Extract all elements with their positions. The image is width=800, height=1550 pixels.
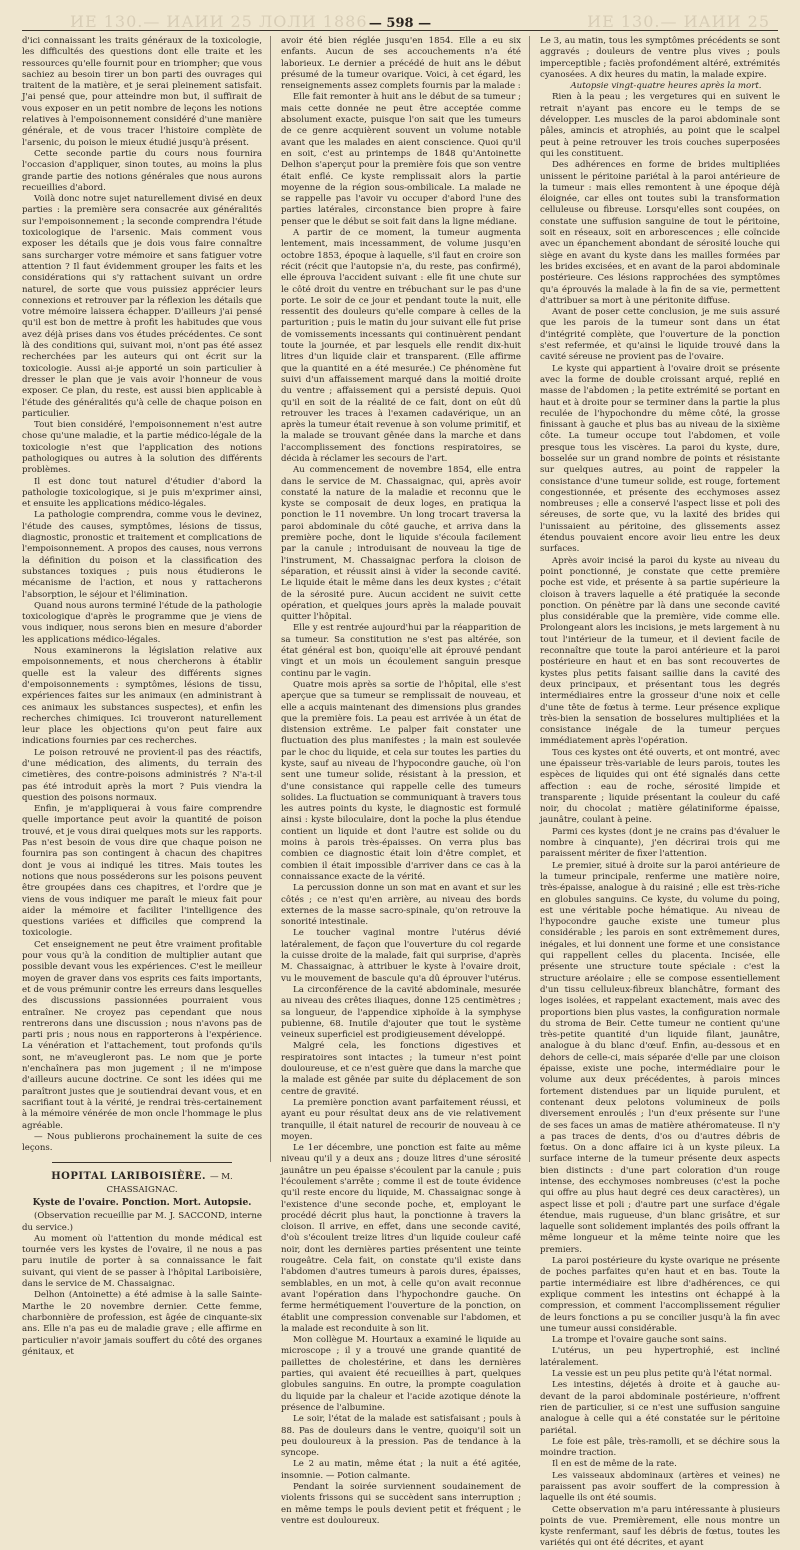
paragraph: La pathologie comprendra, comme vous le devinez, l'étude des causes, symptômes, lésions de tissus, diagnostic, pronostic et traitement et complications de l'empoisonnement. A propos des causes, nous verrons la définition du poison et la classification des substances toxiques ; puis nous étudierons le mécanisme de l'action, et nous y rattacherons l'absorption, le séjour et l'élimination.	[22, 510, 262, 600]
paragraph: Tout bien considéré, l'empoisonnement n'est autre chose qu'une maladie, et la partie médico-légale de la toxicologie n'est que l'application des notions pathologiques ou autres à la solution des différents problèmes.	[22, 420, 262, 476]
paragraph: Malgré cela, les fonctions digestives et respiratoires sont intactes ; la tumeur n'est point douloureuse, et ce n'est guère que dans la marche que la malade est gênée par suite du déplacement de son centre de gravité.	[281, 1041, 521, 1097]
paragraph: A partir de ce moment, la tumeur augmenta lentement, mais incessamment, de volume jusqu'en octobre 1853, époque à laquelle, s'il faut en croire son récit (récit que l'autopsie n'a, du reste, pas confirmé), elle éprouva l'accident suivant : elle fit une chute sur le côté droit du ventre en trébuchant sur le pas d'une porte. Le soir de ce jour et pendant toute la nuit, elle ressentit des douleurs qu'elle compare à celles de la parturition ; puis le matin du jour suivant elle fut prise de vomissements incessants qui continuèrent pendant toute la journée, et par lesquels elle rendit dix-huit litres d'un liquide clair et transparent. (Elle affirme que la quantité en a été mesurée.) Ce phénomène fut suivi d'un affaissement marqué dans la moitié droite du ventre ; affaissement qui a persisté depuis. Quoi qu'il en soit de la réalité de ce fait, dont on eût dû retrouver les traces à l'examen cadavérique, un an après la tumeur était revenue à son volume primitif, et la malade se trouvant gênée dans la marche et dans l'accomplissement des fonctions respiratoires, se décida à réclamer les secours de l'art.	[281, 228, 521, 464]
bleed-through-text-left: ИЕ 130.— ИАИИ 25 ЛОЛИ 1886	[70, 12, 368, 31]
paragraph: Enfin, je m'appliquerai à vous faire comprendre quelle importance peut avoir la quantité de poison trouvé, et je vous dirai quelques mots sur les rapports. Pas n'est besoin de vous dire que chaque poison ne fournira pas son contingent à chacun des chapitres dont je vous ai indiqué les titres. Mais toutes les notions que nous posséderons sur les poisons peuvent être groupées dans ces chapitres, et l'ordre que je viens de vous indiquer me paraît le mieux fait pour aider la mémoire et faciliter l'intelligence des questions variées et difficiles que comprend la toxicologie.	[22, 804, 262, 939]
paragraph: Voilà donc notre sujet naturellement divisé en deux parties : la première sera consacrée aux généralités sur l'empoisonnement ; la seconde comprendra l'étude toxicologique de l'arsenic. Mais comment vous exposer les détails que je dois vous faire connaître sans surcharger votre mémoire et sans fatiguer votre attention ? Il faut évidemment grouper les faits et les considérations qui s'y rattachent suivant un ordre naturel, de sorte que vous puissiez apprécier leurs connexions et retrouver par la réflexion les détails que votre mémoire laissera échapper. D'ailleurs j'ai pensé qu'il est bon de mettre à profit les habitudes que vous avez déjà prises dans vos études précédentes. Ce sont là des conditions qui, suivant moi, n'ont pas été assez recherchées par les auteurs qui ont écrit sur la toxicologie. Aussi ai-je apporté un soin particulier à dresser le plan que je vais avoir l'honneur de vous exposer. Ce plan, du reste, est aussi bien applicable à l'étude des généralités qu'à celle de chaque poison en particulier.	[22, 194, 262, 419]
section-author: — M. CHASSAIGNAC.	[106, 1172, 233, 1195]
paragraph: Les intestins, déjetés à droite et à gauche au-devant de la paroi abdominale postérieure, n'offrent rien de particulier, si ce n'est une suffusion sanguine analogue à celle qui a été constatée sur le péritoine pariétal.	[540, 1380, 780, 1436]
page-number: — 598 —	[0, 16, 800, 31]
paragraph: Mon collègue M. Hourtaux a examiné le liquide au microscope ; il y a trouvé une grande quantité de paillettes de cholestérine, et dans les dernières parties, qui avaient été recueillies à part, quelques globules sanguins. En outre, la prompte coagulation du liquide par la chaleur et l'acide azotique dénote la présence de l'albumine.	[281, 1335, 521, 1413]
observation-note: (Observation recueillie par M. J. SACCOND, interne du service.)	[22, 1211, 262, 1233]
paragraph: Le 1er décembre, une ponction est faite au même niveau qu'il y a deux ans ; douze litres d'une sérosité jaunâtre un peu épaisse s'écoulent par la canule ; puis l'écoulement s'arrête ; comme il est de toute évidence qu'il reste encore du liquide, M. Chassaignac songe à l'existence d'une seconde poche, et, employant le procédé décrit plus haut, la ponctionne à travers la cloison. Il arrive, en effet, dans une seconde cavité, d'où s'écoulent treize litres d'un liquide couleur café noir, dont les dernières parties présentent une teinte rougeâtre. Cela fait, on constate qu'il existe dans l'abdomen d'autres tumeurs à parois dures, épaisses, semblables, en un mot, à celle qu'on avait reconnue avant l'opération dans l'hypochondre gauche. On ferme hermétiquement l'ouverture de la ponction, on établit une compression convenable sur l'abdomen, et la malade est reconduite à son lit.	[281, 1143, 521, 1334]
autopsy-heading: Autopsie vingt-quatre heures après la mort.	[570, 81, 762, 92]
column-3	[540, 36, 780, 1549]
paragraph: Nous examinerons la législation relative aux empoisonnements, et nous chercherons à établir quelle est la valeur des différents signes d'empoisonnements : symptômes, lésions de tissu, expériences faites sur les animaux (en administrant à ces animaux les substances suspectes), et enfin les recherches chimiques. Ici trouveront naturellement leur place les objections qu'on peut faire aux indications fournies par ces recherches.	[22, 646, 262, 747]
column-1	[22, 36, 271, 1357]
page-header	[0, 10, 800, 32]
paragraph: La circonférence de la cavité abdominale, mesurée au niveau des crêtes iliaques, donne 125 centimètres ; sa longueur, de l'appendice xiphoïde à la symphyse pubienne, 68. Inutile d'ajouter que tout le système veineux superficiel est prodigieusement développé.	[281, 984, 521, 1041]
paragraph: Le kyste qui appartient à l'ovaire droit se présente avec la forme de double croissant arqué, replié en masse de l'abdomen ; la petite extrémité se portant en haut et à droite pour se terminer dans la partie la plus reculée de l'hypochondre du même côté, la grosse finissant à gauche et plus bas au niveau de la sixième côte. La tumeur occupe tout l'abdomen, et voile presque tous les viscères. La paroi du kyste, dure, bosselée sur un grand nombre de points et résistante sur quelques autres, au point de rappeler la consistance d'une tumeur solide, est rouge, fortement congestionnée, et présente des ecchymoses assez nombreuses ; elle a conservé l'aspect lisse et poli des séreuses, de sorte que, vu la laxité des brides qui l'unissaient au péritoine, des glissements assez étendus pouvaient encore avoir lieu entre les deux surfaces.	[540, 363, 780, 555]
paragraph: Le foie est pâle, très-ramolli, et se déchire sous la moindre traction.	[540, 1436, 780, 1459]
paragraph: La trompe et l'ovaire gauche sont sains.	[552, 1335, 727, 1346]
paragraph: Il en est de même de la rate.	[552, 1459, 677, 1470]
paragraph: — Nous publierons prochainement la suite de ces leçons.	[22, 1131, 262, 1154]
paragraph: Cette observation m'a paru intéressante à plusieurs points de vue. Premièrement, elle nous montre un kyste renfermant, sauf les débris de fœtus, toutes les variétés qui ont été décrites, et ayant	[540, 1504, 780, 1549]
paragraph: Elle fait remonter à huit ans le début de sa tumeur ; mais cette donnée ne peut être acceptée comme absolument exacte, puisque l'on sait que les tumeurs de ce genre acquièrent souvent un volume notable avant que les malades en aient conscience. Quoi qu'il en soit, c'est au printemps de 1848 qu'Antoinette Delhon s'aperçut pour la première fois que son ventre était enflé. Ce kyste remplissait alors la partie moyenne de la région sous-ombilicale. La malade ne se rappelle pas l'avoir vu occuper d'abord l'une des parties latérales, circonstance bien propre à faire penser que le début se soit fait dans la ligne médiane.	[281, 92, 521, 227]
paragraph: Le premier, situé à droite sur la paroi antérieure de la tumeur principale, renferme une matière noire, très-épaisse, analogue à du raisiné ; elle est très-riche en globules sanguins. Ce kyste, du volume du poing, est une véritable poche hématique. Au niveau de l'hypocondre gauche existe une tumeur plus considérable ; les parois en sont extrêmement dures, inégales, et lui donnent une forme et une consistance qui rappellent celles du placenta. Incisée, elle présente une structure toute spéciale : c'est la structure aréolaire ; elle se compose essentiellement d'un tissu celluleux-fibreux blanchâtre, formant des loges isolées, et rappelant exactement, mais avec des proportions bien plus vastes, la configuration normale du stroma de Beir. Cette tumeur ne contient qu'une très-petite quantité d'un liquide filant, jaunâtre, analogue à du blanc d'œuf. Enfin, au-dessous et en dehors de celle-ci, mais séparée d'elle par une cloison épaisse, existe une poche, intermédiaire pour le volume aux deux précédentes, à parois minces fortement distendues par un liquide purulent, et contenant deux pelotons volumineux de poils diversement enroulés ; l'un d'eux présente sur l'une de ses faces un amas de matière athéromateuse. Il n'y a pas traces de dents, d'os ou d'autres débris de fœtus. On a donc affaire ici à un kyste pileux. La surface interne de la tumeur présente deux aspects bien distincts : d'une part coloration d'un rouge intense, des ecchymoses nombreuses (c'est la poche qui offre au plus haut degré ces deux caractères), un aspect lisse et poli ; d'autre part une surface d'égale étendue, mais rugueuse, d'un blanc grisâtre, et sur laquelle sont solidement implantés des poils offrant la même longueur et la même teinte noire que les premiers.	[540, 860, 780, 1255]
paragraph: d'ici connaissant les traits généraux de la toxicologie, les difficultés des questions dont elle traite et les ressources qu'elle fournit pour en triompher; que vous sachiez au besoin tirer un bon parti des ouvrages qui traitent de la matière, et je serai pleinement satisfait. J'ai pensé que, pour atteindre mon but, il suffirait de vous exposer en un petit nombre de leçons les notions relatives à l'empoisonnement considéré d'une manière générale, et de vous tracer l'histoire complète de l'arsenic, du poison le mieux étudié jusqu'à présent.	[22, 36, 262, 148]
paragraph: Les vaisseaux abdominaux (artères et veines) ne paraissent pas avoir souffert de la compression à laquelle ils ont été soumis.	[540, 1470, 780, 1504]
paragraph: Après avoir incisé la paroi du kyste au niveau du point ponctionné, je constate que cette première poche est vide, et présente à sa partie supérieure la cloison à travers laquelle a été pratiquée la seconde ponction. On pénètre par là dans une seconde cavité plus considérable que la première, vide comme elle. Prolongeant alors les incisions, je mets largement à nu tout l'intérieur de la tumeur, et il devient facile de reconnaître que toute la paroi antérieure et la paroi postérieure en haut et en bas sont recouvertes de kystes plus petits faisant saillie dans la cavité des deux principaux, et présentant tous les degrés intermédiaires entre la grosseur d'une noix et celle d'une tête de fœtus à terme. Leur présence explique très-bien la sensation de bosselures multipliées et la consistance inégale de la tumeur perçues immédiatement après l'opération.	[540, 555, 780, 747]
paragraph: Au commencement de novembre 1854, elle entra dans le service de M. Chassaignac, qui, après avoir constaté la nature de la maladie et reconnu que le kyste se composait de deux loges, en pratiqua la ponction le 11 novembre. Un long trocart traversa la paroi abdominale du côté gauche, et arriva dans la première poche, dont le liquide s'écoula facilement par la canule ; introduisant de nouveau la tige de l'instrument, M. Chassaignac perfora la cloison de séparation, et réussit ainsi à vider la seconde cavité. Le liquide était le même dans les deux kystes ; c'était de la sérosité pure. Aucun accident ne suivit cette opération, et quelques jours après la malade pouvait quitter l'hôpital.	[281, 465, 521, 623]
header-rule	[22, 30, 778, 31]
paragraph: Il est donc tout naturel d'étudier d'abord la pathologie toxicologique, si je puis m'exprimer ainsi, et ensuite les applications médico-légales.	[22, 476, 262, 510]
paragraph: Cette seconde partie du cours nous fournira l'occasion d'appliquer, sinon toutes, au moins la plus grande partie des notions générales que nous aurons recueillies d'abord.	[22, 148, 262, 193]
section-subtitle: Kyste de l'ovaire. Ponction. Mort. Autopsie.	[32, 1197, 252, 1208]
paragraph: Au moment où l'attention du monde médical est tournée vers les kystes de l'ovaire, il ne nous a pas paru inutile de porter à sa connaissance le fait suivant, qui vient de se passer à l'hôpital Lariboisière, dans le service de M. Chassaignac.	[22, 1233, 262, 1290]
paragraph: Le poison retrouvé ne provient-il pas des réactifs, d'une médication, des aliments, du terrain des cimetières, des contre-poisons administrés ? N'a-t-il pas été introduit après la mort ? Puis viendra la question des poisons normaux.	[22, 747, 262, 803]
paragraph: La première ponction avant parfaitement réussi, et ayant eu pour résultat deux ans de vie relativement tranquille, il était naturel de recourir de nouveau à ce moyen.	[281, 1097, 521, 1142]
paragraph: Rien à la peau ; les vergetures qui en suivent le retrait n'ayant pas encore eu le temps de se développer. Les muscles de la paroi abdominale sont pâles, amincis et atrophiés, au point que le scalpel peut à peine retrouver les trois couches superposées qui les constituent.	[540, 92, 780, 159]
paragraph: Quatre mois après sa sortie de l'hôpital, elle s'est aperçue que sa tumeur se remplissait de nouveau, et elle a acquis maintenant des dimensions plus grandes que la première fois. La peau est arrivée à un état de distension extrême. Le palper fait constater une fluctuation des plus manifestes ; la main est soulevée par le choc du liquide, et cela sur toutes les parties du kyste, sauf au niveau de l'hypocondre gauche, où l'on sent une tumeur solide, résistant à la pression, et d'une consistance qui rappelle celle des tumeurs solides. La fluctuation se communiquant à travers tous les autres points du kyste, le diagnostic est formulé ainsi : kyste biloculaire, dont la poche la plus étendue contient un liquide et dont l'autre est solide ou du moins à parois très-épaisses. On verra plus bas combien ce diagnostic était loin d'être complet, et combien il était impossible d'arriver dans ce cas à la connaissance exacte de la vérité.	[281, 679, 521, 882]
bleed-through-text-right: ИЕ 130.— ИАИИ 25	[587, 12, 770, 31]
paragraph: La percussion donne un son mat en avant et sur les côtés ; ce n'est qu'en arrière, au niveau des bords externes de la masse sacro-spinale, qu'on retrouve la sonorité intestinale.	[281, 883, 521, 928]
column-2	[281, 36, 530, 1526]
paragraph: Le 2 au matin, même état ; la nuit a été agitée, insomnie. — Potion calmante.	[281, 1459, 521, 1481]
paragraph: Le toucher vaginal montre l'utérus dévié latéralement, de façon que l'ouverture du col regarde la cuisse droite de la malade, fait qui surprise, d'après M. Chassaignac, à attribuer le kyste à l'ovaire droit, vu le mouvement de bascule qu'a dû éprouver l'utérus.	[281, 928, 521, 984]
paragraph: La vessie est un peu plus petite qu'à l'état normal.	[552, 1369, 772, 1380]
paragraph: Tous ces kystes ont été ouverts, et ont montré, avec une épaisseur très-variable de leurs parois, toutes les espèces de liquides qui ont été signalés dans cette affection : eau de roche, sérosité limpide et transparente ; liquide présentant la couleur du café noir, du chocolat ; matière gélatiniforme épaisse, jaunâtre, coulant à peine.	[540, 747, 780, 826]
paragraph: Le 3, au matin, tous les symptômes précédents se sont aggravés ; douleurs de ventre plus vives ; pouls imperceptible ; faciès profondément altéré, extrémités cyanosées. A dix heures du matin, la malade expire.	[540, 36, 780, 80]
paragraph: Avant de poser cette conclusion, je me suis assuré que les parois de la tumeur sont dans un état d'intégrité complète, que l'ouverture de la ponction s'est refermée, et qu'ainsi le liquide trouvé dans la cavité séreuse ne provient pas de l'ovaire.	[540, 307, 780, 363]
paragraph: Delhon (Antoinette) a été admise à la salle Sainte-Marthe le 20 novembre dernier. Cette femme, charbonnière de profession, est âgée de cinquante-six ans. Elle n'a pas eu de maladie grave ; elle affirme en particulier n'avoir jamais souffert du côté des organes génitaux, et	[22, 1290, 262, 1357]
section-divider	[52, 1162, 232, 1163]
paragraph: Quand nous aurons terminé l'étude de la pathologie toxicologique d'après le programme que je viens de vous indiquer, nous serons bien en mesure d'aborder les applications médico-légales.	[22, 600, 262, 645]
paragraph: L'utérus, un peu hypertrophié, est incliné latéralement.	[540, 1346, 780, 1368]
text-columns	[22, 36, 780, 1549]
paragraph: Cet enseignement ne peut être vraiment profitable pour vous qu'à la condition de multiplier autant que possible devant vous les expériences. C'est le meilleur moyen de graver dans vos esprits ces faits importants, et de vous prémunir contre les erreurs dans lesquelles des discussions passionnées pourraient vous entraîner. Ne croyez pas cependant que nous rentrerons dans une discussion ; nous n'avons pas de parti pris ; nous nous en rapporterons à l'expérience. La vénération et l'attachement, tout profonds qu'ils sont, ne m'aveugleront pas. Le nom que je porte n'enchaînera pas mon jugement ; il ne m'impose d'ailleurs aucune doctrine. Ce sont les idées qui me paraîtront justes que je soutiendrai devant vous, et en sacrifiant tout à la vérité, je rendrai très-certainement à la mémoire vénérée de mon oncle l'hommage le plus agréable.	[22, 939, 262, 1131]
section-title	[22, 1171, 262, 1196]
paragraph: Parmi ces kystes (dont je ne crains pas d'évaluer le nombre à cinquante), j'en décrirai trois qui me paraissent mériter de fixer l'attention.	[540, 826, 780, 860]
paragraph: Des adhérences en forme de brides multipliées unissent le péritoine pariétal à la paroi antérieure de la tumeur : mais elles remontent à une époque déjà éloignée, car elles ont toutes subi la transformation celluleuse ou fibreuse. Lorsqu'elles sont coupées, on constate une suffusion sanguine de tout le péritoine, soit en réseaux, soit en arborescences ; elle coïncide avec un épanchement abondant de sérosité louche qui siège en avant du kyste dans les mailles formées par les brides excisées, et en avant de la paroi abdominale postérieure. Ces lésions rapprochées des symptômes qu'a éprouvés la malade à la fin de sa vie, permettent d'attribuer sa mort à une péritonite diffuse.	[540, 160, 780, 306]
paragraph: Le soir, l'état de la malade est satisfaisant ; pouls à 88. Pas de douleurs dans le ventre, quoiqu'il soit un peu douloureux à la pression. Pas de tendance à la syncope.	[281, 1414, 521, 1459]
hospital-name: HOPITAL LARIBOISIÈRE.	[51, 1171, 210, 1183]
paragraph: La paroi postérieure du kyste ovarique ne présente de poches parfaites qu'en haut et en bas. Toute la partie intermédiaire est libre d'adhérences, ce qui explique comment les intestins ont échappé à la compression, et comment l'accomplissement régulier de leurs fonctions a pu se concilier jusqu'à la fin avec une tumeur aussi considérable.	[540, 1256, 780, 1334]
paragraph: Elle y est rentrée aujourd'hui par la réapparition de sa tumeur. Sa constitution ne s'est pas altérée, son état général est bon, quoiqu'elle ait éprouvé pendant vingt et un mois un écoulement sanguin presque continu par le vagin.	[281, 623, 521, 679]
paragraph: avoir été bien réglée jusqu'en 1854. Elle a eu six enfants. Aucun de ses accouchements n'a été laborieux. Le dernier a précédé de huit ans le début présumé de la tumeur ovarique. Voici, à cet égard, les renseignements assez complets fournis par la malade :	[281, 36, 521, 92]
paragraph: Pendant la soirée surviennent soudainement de violents frissons qui se succèdent sans interruption ; en même temps le pouls devient petit et fréquent ; le ventre est douloureux.	[281, 1482, 521, 1526]
